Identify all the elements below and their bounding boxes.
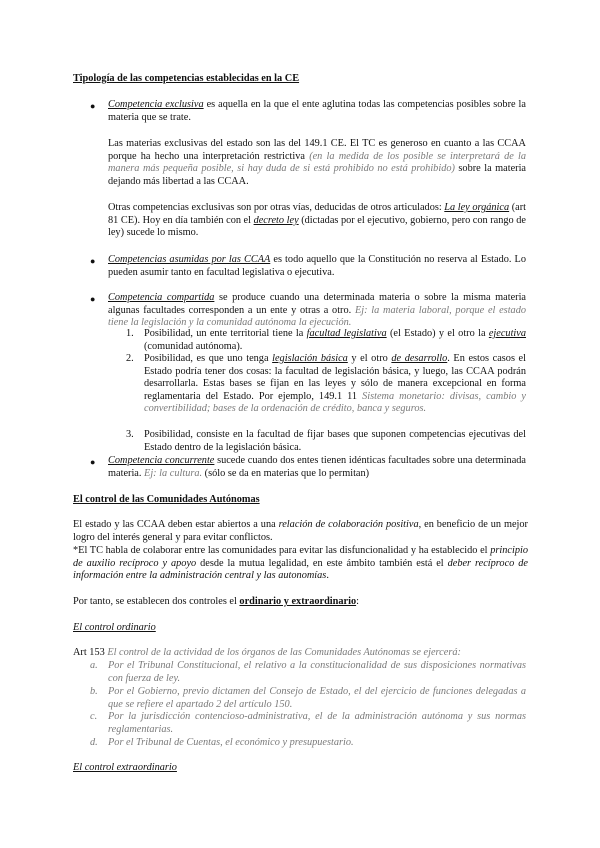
- heading-control-extraordinario: El control extraordinario: [73, 762, 177, 773]
- art-item-b: Por el Gobierno, previo dictamen del Consejo de Estado, el del ejercicio de funciones delegadas a que se refiere el apartado 2 del artículo 150.: [108, 686, 526, 710]
- control-para-3: Por tanto, se establecen dos controles el ordinario y extraordinario:: [73, 596, 359, 607]
- list-letter: c.: [90, 711, 98, 722]
- bullet-icon: ●: [90, 294, 96, 304]
- list-number: 2.: [126, 353, 134, 364]
- asumidas-def: Competencias asumidas por las CCAA es todo aquello que la Constitución no reserva al Estado. Lo pueden asumir tanto en facultad legislativa o ejecutiva.: [108, 254, 526, 278]
- art-153: Art 153 El control de la actividad de los órganos de las Comunidades Autónomas se ejercerá:: [73, 647, 461, 658]
- bullet-icon: ●: [90, 256, 96, 266]
- bullet-icon: ●: [90, 101, 96, 111]
- concurrente-def: Competencia concurrente sucede cuando dos entes tienen idénticas facultades sobre una determinada materia. Ej: la cultura. (sólo se da en materias que lo permitan): [108, 455, 526, 479]
- bullet-icon: ●: [90, 457, 96, 467]
- list-letter: d.: [90, 737, 98, 748]
- list-number: 1.: [126, 328, 134, 339]
- art-item-c: Por la jurisdicción contencioso-administrativa, el de la administración autónoma y sus normas reglamentarias.: [108, 711, 526, 735]
- heading-control-ccaa: El control de las Comunidades Autónomas: [73, 494, 260, 505]
- compartida-item-3: Posibilidad, consiste en la facultad de fijar bases que suponen competencias ejecutivas del Estado dentro de la legislación básica.: [144, 429, 526, 453]
- exclusiva-para-2: Otras competencias exclusivas son por otras vías, deducidas de otros articulados: La ley orgánica (art 81 CE). Hoy en día también con el decreto ley (dictadas por el ejecutivo, gobierno, pero con rango de ley) sucede lo mismo.: [108, 202, 526, 239]
- art-item-d: Por el Tribunal de Cuentas, el económico y presupuestario.: [108, 737, 354, 748]
- exclusiva-para-1: Las materias exclusivas del estado son las del 149.1 CE. El TC es generoso en cuanto a las CCAA porque ha hecho una interpretación restrictiva (en la medida de los posible se interpretará de la manera más pequeña posible, si hay duda de si está prohibido no está prohibido) sobre la materia dejando más libertad a las CCAA.: [108, 138, 526, 187]
- list-letter: b.: [90, 686, 98, 697]
- list-letter: a.: [90, 660, 98, 671]
- compartida-item-1: Posibilidad, un ente territorial tiene la facultad legislativa (el Estado) y el otro la ejecutiva (comunidad autónoma).: [144, 328, 527, 352]
- control-para-2: *El TC habla de colaborar entre las comunidades para evitar las disfuncionalidad y ha establecido el principio de auxilio recíproco y apoyo desde la mutua legalidad, en este ámbito también está el deber recíproco de información entre la administración central y las autonomías.: [73, 545, 528, 582]
- heading-control-ordinario: El control ordinario: [73, 622, 156, 633]
- list-number: 3.: [126, 429, 134, 440]
- heading-tipologia: Tipología de las competencias establecidas en la CE: [73, 73, 300, 84]
- art-item-a: Por el Tribunal Constitucional, el relativo a la constitucionalidad de sus disposiciones normativas con fuerza de ley.: [108, 660, 526, 684]
- compartida-def: Competencia compartida se produce cuando una determinada materia o sobre la misma materia algunas facultades corresponden a un ente y otras a otro. Ej: la materia laboral, porque el estado tiene la legislación y la comunidad autónoma la ejecución.: [108, 292, 527, 329]
- compartida-item-2: Posibilidad, es que uno tenga legislación básica y el otro de desarrollo. En estos casos el Estado podría tener dos cosas: la facultad de legislación básica, y luego, las CCAA podrán desarrollarla. Estas bases se fijan en las leyes y sólo de manera excepcional en forma reglamentaria del Estado. Por ejemplo, 149.1 11 Sistema monetario: divisas, cambio y convertibilidad; bases de la ordenación de crédito, banca y seguros.: [144, 353, 526, 415]
- control-para-1: El estado y las CCAA deben estar abiertos a una relación de colaboración positiva, en beneficio de un mejor logro del interés general y para evitar conflictos.: [73, 519, 528, 543]
- exclusiva-def: Competencia exclusiva es aquella en la que el ente aglutina todas las competencias posibles sobre la materia que se trate.: [108, 99, 526, 123]
